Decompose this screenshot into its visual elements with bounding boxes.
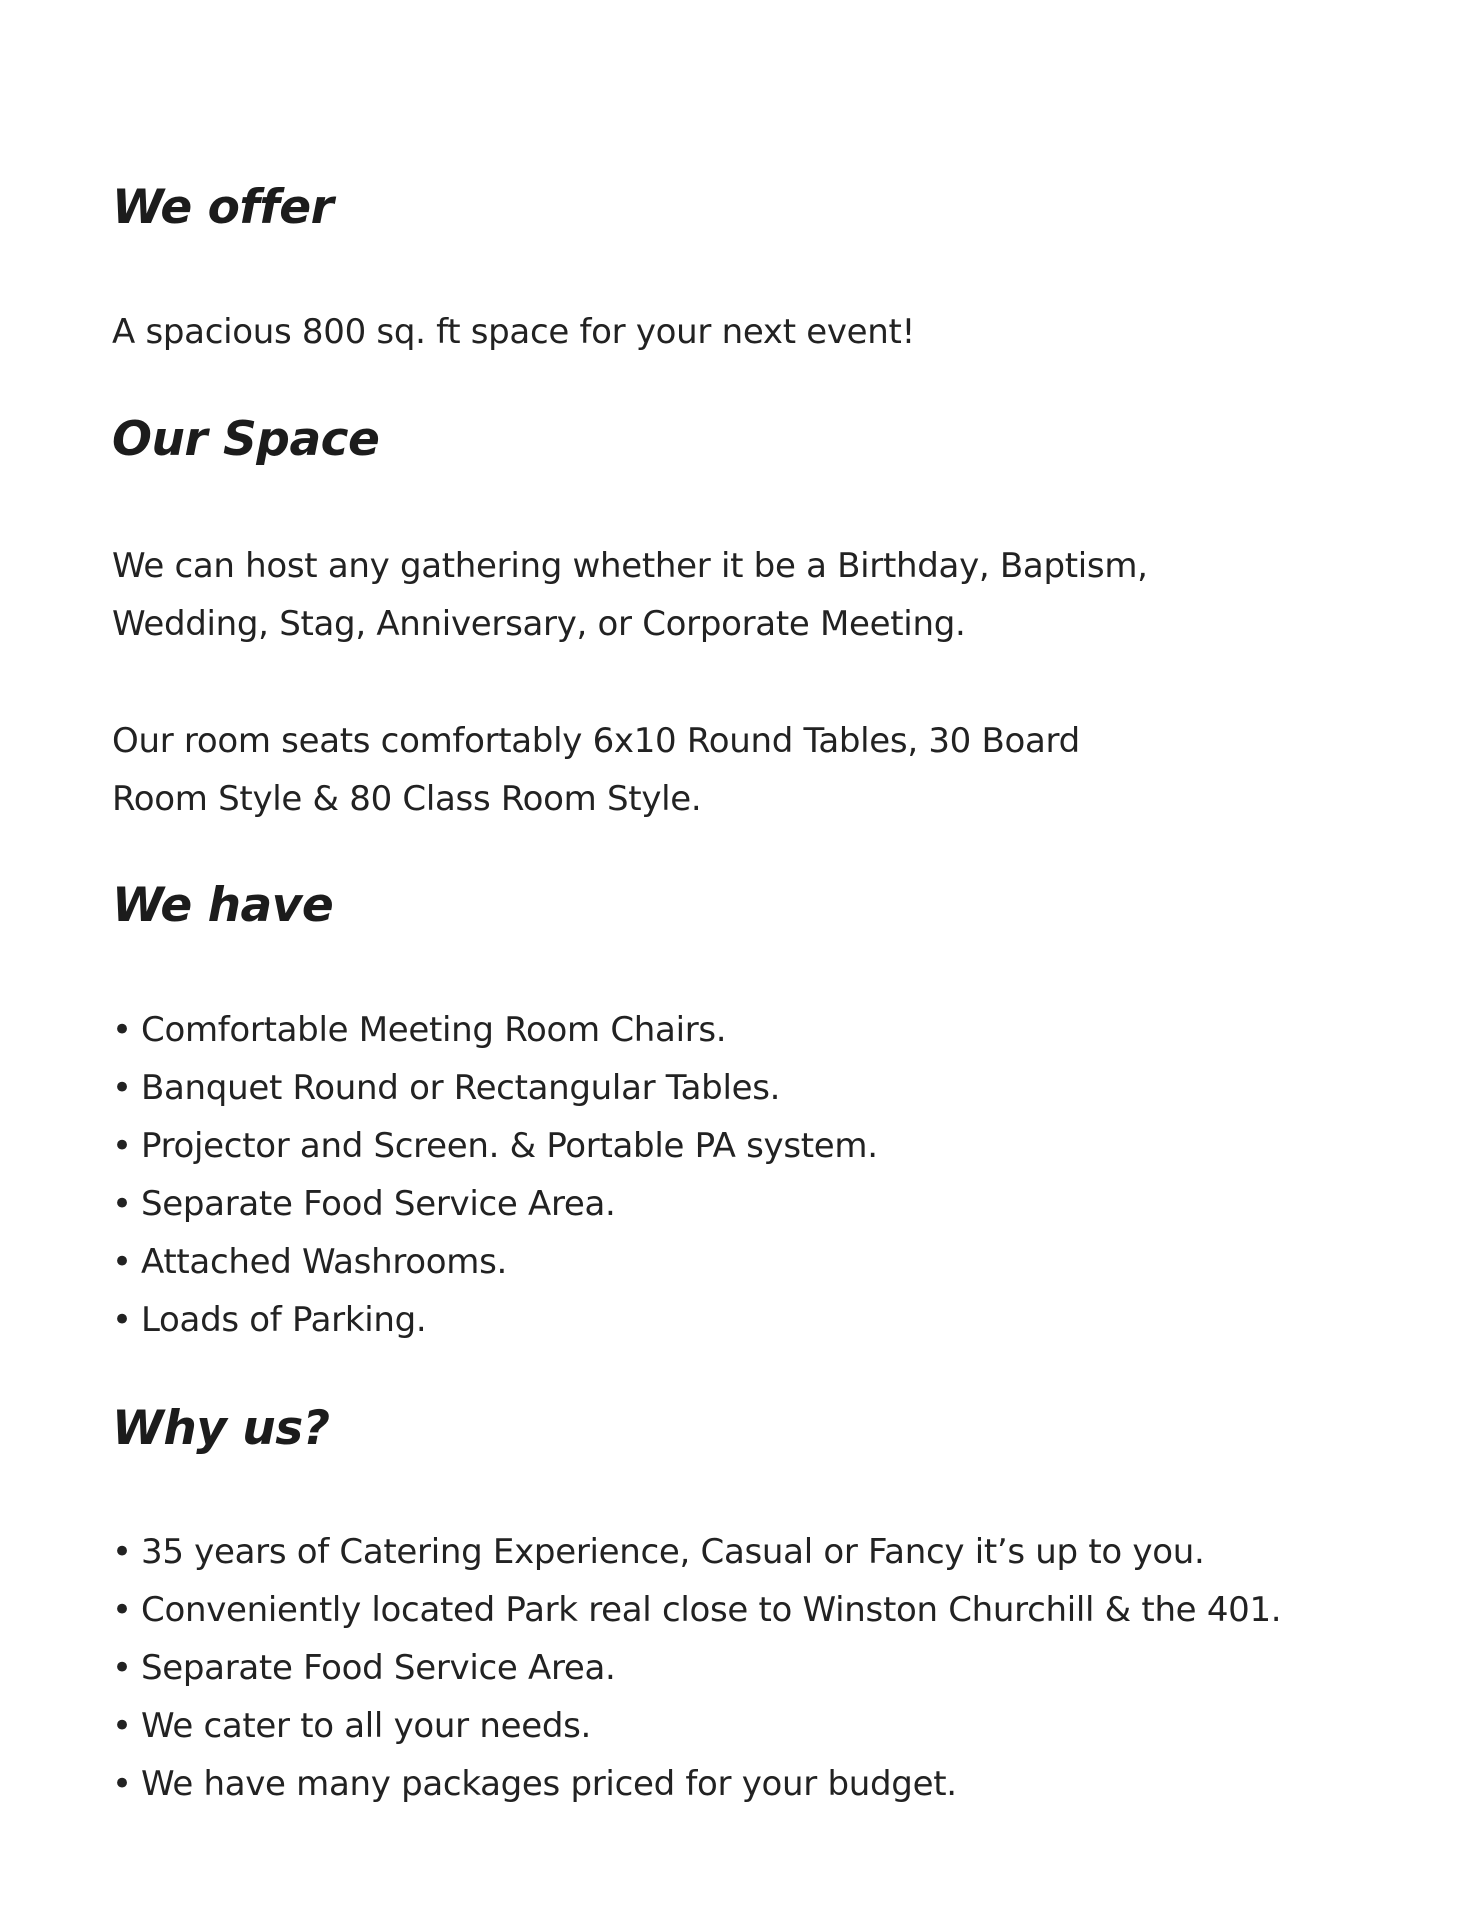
list-item: • 35 years of Catering Experience, Casual or Fancy it’s up to you. bbox=[112, 1523, 1281, 1581]
space-paragraph-1-line-1: We can host any gathering whether it be a Birthday, Baptism, bbox=[112, 546, 1148, 586]
bullet-icon: • bbox=[112, 1300, 132, 1340]
list-item: • Attached Washrooms. bbox=[112, 1233, 878, 1291]
list-item: • Conveniently located Park real close to Winston Churchill & the 401. bbox=[112, 1581, 1281, 1639]
list-item: • We cater to all your needs. bbox=[112, 1697, 1281, 1755]
bullet-icon: • bbox=[112, 1590, 132, 1630]
heading-we-offer: We offer bbox=[112, 180, 334, 235]
bullet-icon: • bbox=[112, 1068, 132, 1108]
list-item: • Comfortable Meeting Room Chairs. bbox=[112, 1001, 878, 1059]
heading-we-have: We have bbox=[112, 878, 334, 933]
space-paragraph-2 bbox=[112, 712, 1080, 828]
bullet-icon: • bbox=[112, 1764, 132, 1804]
space-paragraph-1-line-2: Wedding, Stag, Anniversary, or Corporate Meeting. bbox=[112, 604, 966, 644]
list-item: • Separate Food Service Area. bbox=[112, 1639, 1281, 1697]
space-paragraph-2-line-1: Our room seats comfortably 6x10 Round Tables, 30 Board bbox=[112, 721, 1080, 761]
bullet-icon: • bbox=[112, 1242, 132, 1282]
bullet-icon: • bbox=[112, 1126, 132, 1166]
offer-text: A spacious 800 sq. ft space for your next event! bbox=[112, 312, 915, 352]
heading-why-us: Why us? bbox=[112, 1401, 330, 1456]
bullet-icon: • bbox=[112, 1706, 132, 1746]
list-item: • Banquet Round or Rectangular Tables. bbox=[112, 1059, 878, 1117]
amenities-list bbox=[112, 1001, 878, 1349]
bullet-icon: • bbox=[112, 1010, 132, 1050]
list-item: • Separate Food Service Area. bbox=[112, 1175, 878, 1233]
why-us-list bbox=[112, 1523, 1281, 1813]
list-item: • Projector and Screen. & Portable PA system. bbox=[112, 1117, 878, 1175]
space-paragraph-1 bbox=[112, 537, 1148, 653]
list-item: • We have many packages priced for your budget. bbox=[112, 1755, 1281, 1813]
heading-our-space: Our Space bbox=[112, 412, 380, 467]
list-item: • Loads of Parking. bbox=[112, 1291, 878, 1349]
bullet-icon: • bbox=[112, 1532, 132, 1572]
space-paragraph-2-line-2: Room Style & 80 Class Room Style. bbox=[112, 779, 702, 819]
bullet-icon: • bbox=[112, 1184, 132, 1224]
bullet-icon: • bbox=[112, 1648, 132, 1688]
